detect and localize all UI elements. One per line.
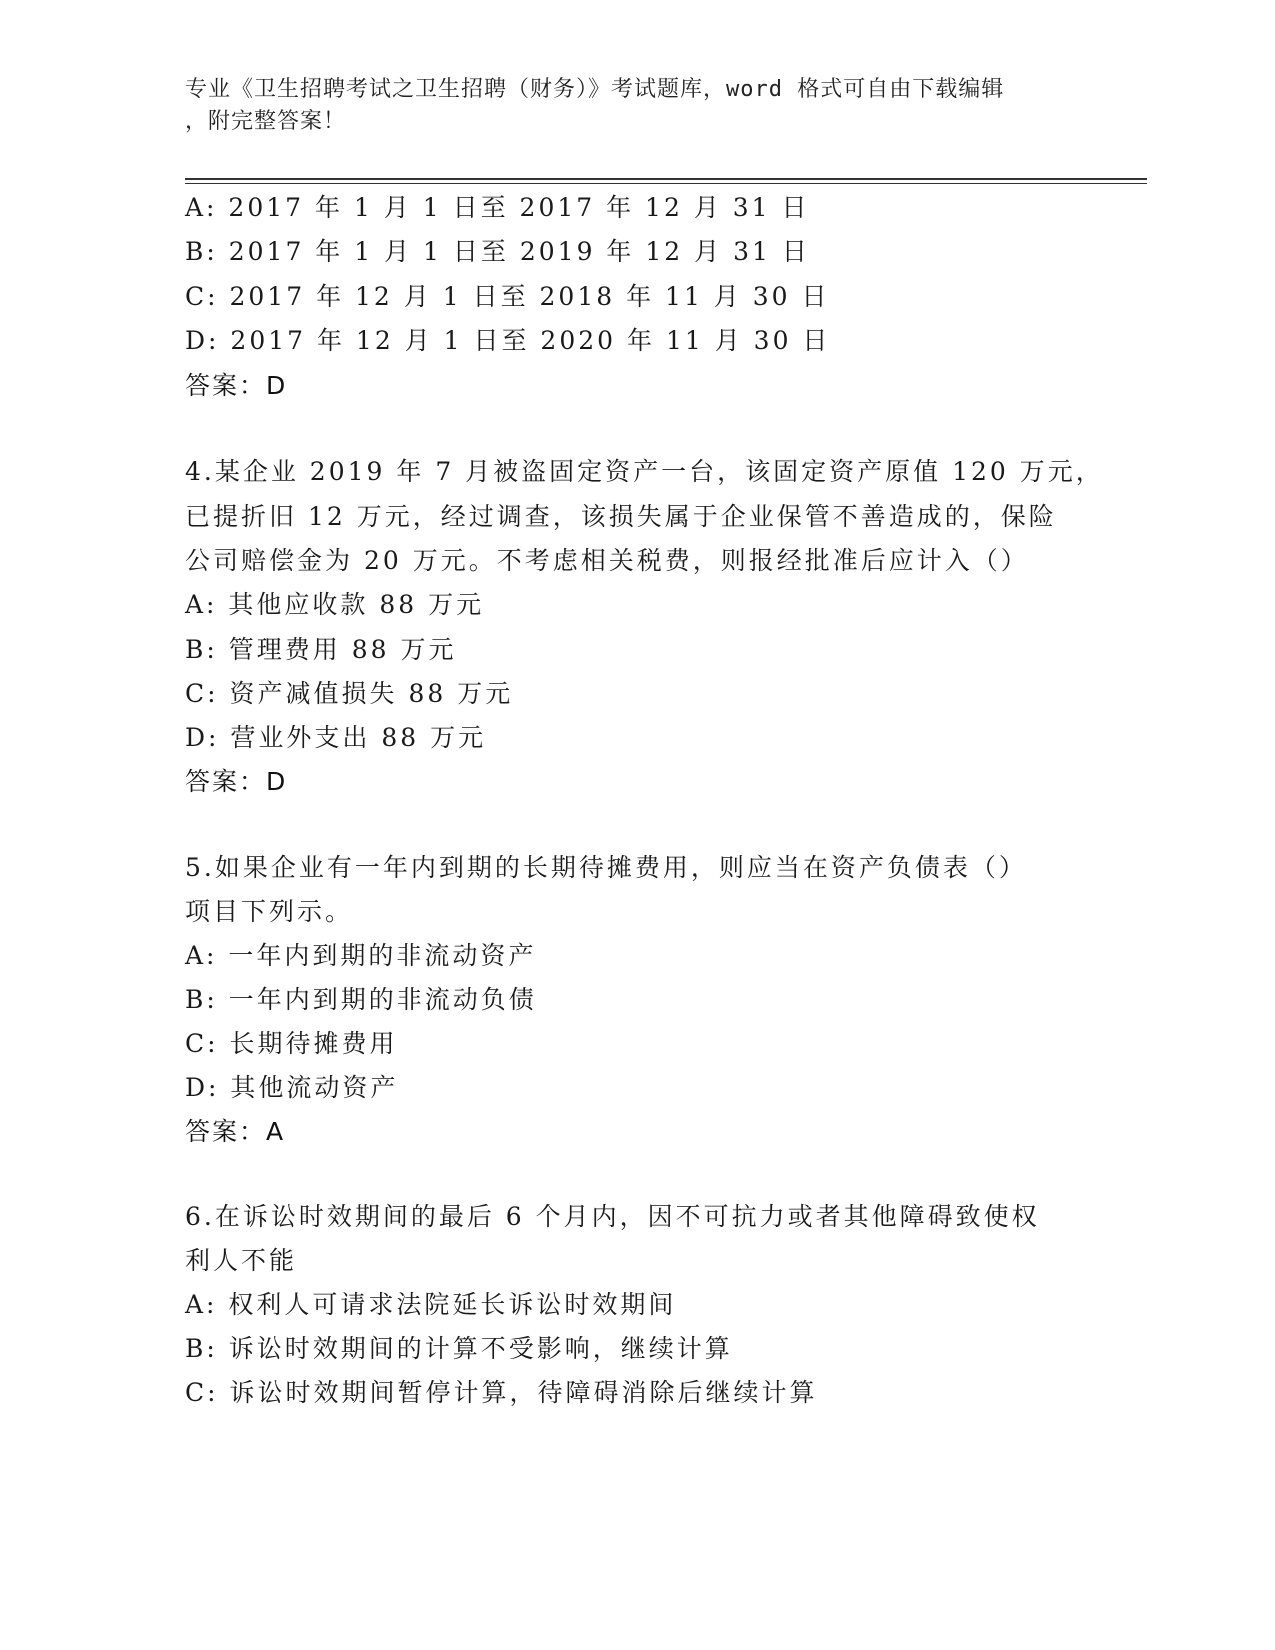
header-divider-thick xyxy=(185,178,1147,180)
q4-answer: 答案：D xyxy=(185,767,288,796)
q5-option-b: B: 一年内到期的非流动负债 xyxy=(185,985,537,1014)
q6-option-b: B: 诉讼时效期间的计算不受影响，继续计算 xyxy=(185,1334,733,1363)
header-divider-thin xyxy=(185,183,1147,184)
q5-option-c: C: 长期待摊费用 xyxy=(185,1029,398,1058)
q3-option-c: C: 2017 年 12 月 1 日至 2018 年 11 月 30 日 xyxy=(185,282,830,311)
q4-stem-line-1: 4.某企业 2019 年 7 月被盗固定资产一台，该固定资产原值 120 万元， xyxy=(185,457,1104,486)
q5-stem-line-2: 项目下列示。 xyxy=(185,897,354,926)
q4-option-c: C: 资产减值损失 88 万元 xyxy=(185,679,514,708)
q5-answer: 答案：A xyxy=(185,1117,286,1146)
header-line-2: ，附完整答案！ xyxy=(185,109,347,134)
q4-option-a: A: 其他应收款 88 万元 xyxy=(185,590,485,619)
document-header xyxy=(185,74,1085,138)
q6-stem-line-1: 6.在诉讼时效期间的最后 6 个月内，因不可抗力或者其他障碍致使权 xyxy=(185,1202,1040,1231)
header-line-1: 专业《卫生招聘考试之卫生招聘（财务）》考试题库，word 格式可自由下载编辑 xyxy=(185,77,1005,102)
q5-option-d: D: 其他流动资产 xyxy=(185,1073,399,1102)
q3-answer: 答案：D xyxy=(185,371,288,400)
q5-option-a: A: 一年内到期的非流动资产 xyxy=(185,941,537,970)
q6-stem-line-2: 利人不能 xyxy=(185,1246,298,1275)
q3-option-d: D: 2017 年 12 月 1 日至 2020 年 11 月 30 日 xyxy=(185,326,831,355)
q5-stem-line-1: 5.如果企业有一年内到期的长期待摊费用，则应当在资产负债表（） xyxy=(185,853,1027,882)
q4-option-d: D: 营业外支出 88 万元 xyxy=(185,723,487,752)
q4-stem-line-2: 已提折旧 12 万元，经过调查，该损失属于企业保管不善造成的，保险 xyxy=(185,502,1057,531)
q6-option-c: C: 诉讼时效期间暂停计算，待障碍消除后继续计算 xyxy=(185,1378,818,1407)
q6-option-a: A: 权利人可请求法院延长诉讼时效期间 xyxy=(185,1290,677,1319)
q3-option-a: A: 2017 年 1 月 1 日至 2017 年 12 月 31 日 xyxy=(185,193,810,222)
q3-option-b: B: 2017 年 1 月 1 日至 2019 年 12 月 31 日 xyxy=(185,237,810,266)
q4-option-b: B: 管理费用 88 万元 xyxy=(185,635,457,664)
q4-stem-line-3: 公司赔偿金为 20 万元。不考虑相关税费，则报经批准后应计入（） xyxy=(185,546,1029,575)
